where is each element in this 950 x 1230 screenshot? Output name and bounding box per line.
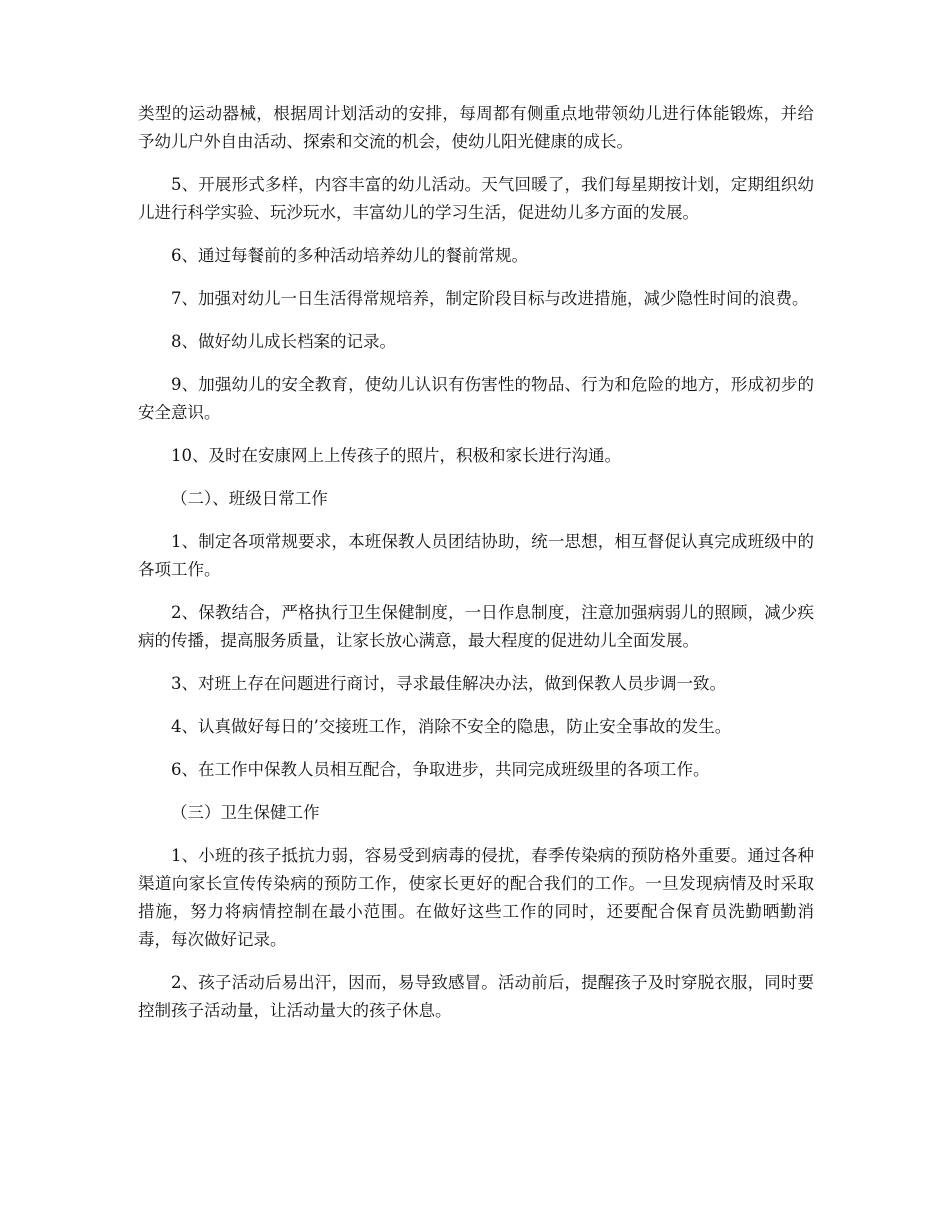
paragraph-item-7: 7、加强对幼儿一日生活得常规培养，制定阶段目标与改进措施，减少隐性时间的浪费。 (171, 289, 809, 308)
paragraph-daily-2: 2、保教结合，严格执行卫生保健制度，一日作息制度，注意加强病弱儿的照顾，减少疾病的传播，提高服务质量，让家长放心满意，最大程度的促进幼儿全面发展。 (138, 603, 814, 650)
section-heading-daily-work: （二）、班级日常工作 (171, 489, 328, 508)
paragraph-continuation: 类型的运动器械，根据周计划活动的安排，每周都有侧重点地带领幼儿进行体能锻炼，并给予幼儿户外自由活动、探索和交流的机会，使幼儿阳光健康的成长。 (138, 104, 814, 151)
paragraph-daily-1: 1、制定各项常规要求，本班保教人员团结协助，统一思想，相互督促认真完成班级中的各项工作。 (138, 532, 814, 579)
paragraph-health-2: 2、孩子活动后易出汗，因而，易导致感冒。活动前后，提醒孩子及时穿脱衣服，同时要控制孩子活动量，让活动量大的孩子休息。 (138, 973, 814, 1020)
section-heading-health-work: （三）卫生保健工作 (171, 803, 320, 822)
paragraph-daily-4: 4、认真做好每日的’交接班工作，消除不安全的隐患，防止安全事故的发生。 (171, 717, 732, 736)
paragraph-item-6: 6、通过每餐前的多种活动培养幼儿的餐前常规。 (171, 246, 528, 265)
paragraph-daily-6: 6、在工作中保教人员相互配合，争取进步，共同完成班级里的各项工作。 (171, 760, 710, 779)
paragraph-item-10: 10、及时在安康网上上传孩子的照片，积极和家长进行沟通。 (171, 446, 621, 465)
paragraph-item-8: 8、做好幼儿成长档案的记录。 (171, 332, 396, 351)
paragraph-daily-3: 3、对班上存在问题进行商讨，寻求最佳解决办法，做到保教人员步调一致。 (171, 674, 726, 693)
paragraph-item-9: 9、加强幼儿的安全教育，使幼儿认识有伤害性的物品、行为和危险的地方，形成初步的安全意识。 (138, 375, 814, 422)
paragraph-health-1: 1、小班的孩子抵抗力弱，容易受到病毒的侵扰，春季传染病的预防格外重要。通过各种渠道向家长宣传传染病的预防工作，使家长更好的配合我们的工作。一旦发现病情及时采取措施，努力将病情控制在最小范围。在做好这些工作的同时，还要配合保育员洗勤晒勤消毒，每次做好记录。 (138, 846, 814, 949)
paragraph-item-5: 5、开展形式多样，内容丰富的幼儿活动。天气回暖了，我们每星期按计划，定期组织幼儿进行科学实验、玩沙玩水，丰富幼儿的学习生活，促进幼儿多方面的发展。 (138, 175, 814, 222)
document-page (138, 100, 814, 1040)
